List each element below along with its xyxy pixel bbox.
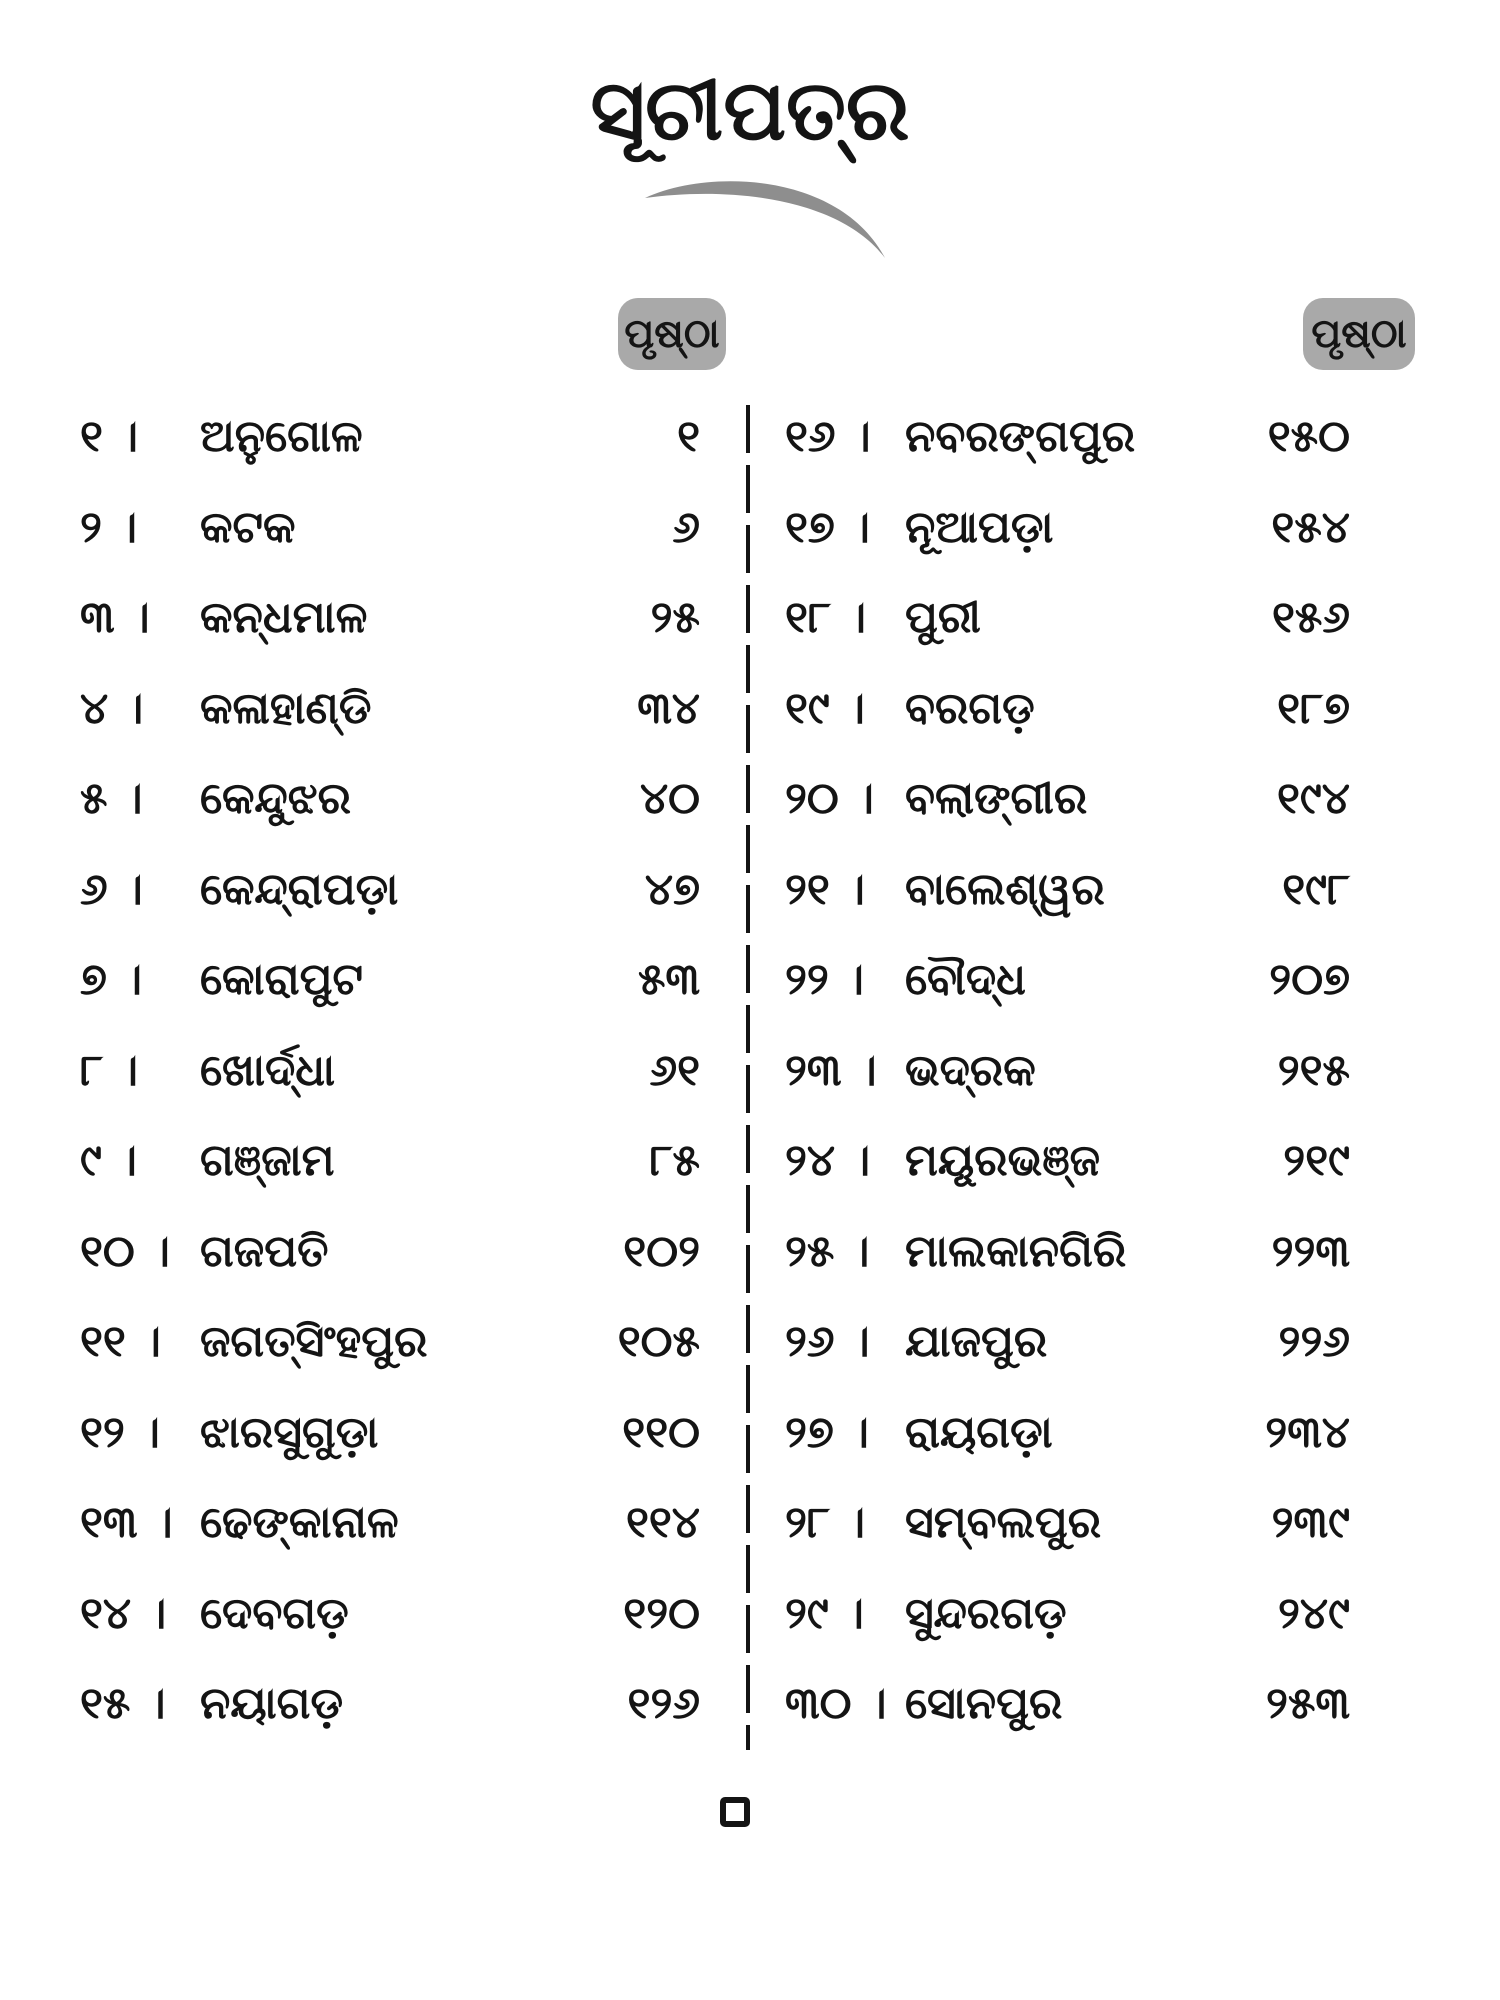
entry-name: ନୂଆପଡ଼ା bbox=[905, 501, 1054, 553]
entry-name: କୋରାପୁଟ bbox=[200, 954, 363, 1005]
entry-number: ୧୮ । bbox=[785, 592, 867, 643]
entry-page: ୧୧୪ bbox=[625, 1497, 700, 1548]
entry-name: ବରଗଡ଼ bbox=[905, 682, 1035, 734]
entry-number: ୨୪ । bbox=[785, 1135, 871, 1186]
entry-number: ୧୦ । bbox=[80, 1225, 170, 1277]
page-title: ସୂଚୀପତ୍ର bbox=[590, 61, 910, 159]
entry-number: ୯ । bbox=[80, 1135, 137, 1186]
entry-name: ରାୟଗଡ଼ା bbox=[905, 1406, 1053, 1458]
entry-number: ୧୬ । bbox=[785, 411, 871, 462]
entry-page: ୧୮୭ bbox=[1277, 682, 1350, 734]
end-of-section-mark bbox=[720, 1797, 750, 1827]
toc-entry[interactable] bbox=[0, 1207, 745, 1298]
toc-entry[interactable] bbox=[0, 845, 745, 936]
entry-page: ୧୦୫ bbox=[617, 1316, 700, 1367]
entry-name: ନବରଙ୍ଗପୁର bbox=[905, 411, 1136, 462]
entry-page: ୧୨୬ bbox=[627, 1678, 700, 1729]
entry-page: ୮୫ bbox=[649, 1135, 700, 1186]
toc-entry[interactable] bbox=[0, 1026, 745, 1117]
entry-name: ଖୋର୍ଦ୍ଧା bbox=[200, 1044, 336, 1096]
toc-entry[interactable] bbox=[745, 1569, 1500, 1660]
entry-page: ୨୦୭ bbox=[1269, 954, 1350, 1005]
toc-right-column bbox=[745, 392, 1500, 1750]
entry-number: ୨୦ । bbox=[785, 773, 874, 824]
toc-entry[interactable] bbox=[745, 573, 1500, 664]
entry-name: ବଲାଙ୍ଗୀର bbox=[905, 773, 1088, 824]
toc-entry[interactable] bbox=[0, 392, 745, 483]
entry-name: ଝାରସୁଗୁଡ଼ା bbox=[200, 1406, 379, 1458]
entry-page: ୫୩ bbox=[637, 954, 700, 1005]
entry-number: ୩୦ । bbox=[785, 1678, 887, 1729]
entry-number: ୧୨ । bbox=[80, 1406, 160, 1458]
entry-number: ୨୯ । bbox=[785, 1587, 864, 1639]
entry-name: ଢେଙ୍କାନାଳ bbox=[200, 1497, 399, 1548]
toc-entry[interactable] bbox=[745, 1116, 1500, 1207]
page-column-header-right: ପୃଷ୍ଠା bbox=[1303, 298, 1415, 370]
entry-page: ୨୨୬ bbox=[1278, 1316, 1350, 1367]
entry-name: କଟକ bbox=[200, 501, 296, 553]
entry-name: ବୌଦ୍ଧ bbox=[905, 954, 1026, 1005]
entry-name: ସୋନପୁର bbox=[905, 1678, 1063, 1729]
entry-name: କେନ୍ଦୁଝର bbox=[200, 773, 351, 824]
entry-number: ୨୩ । bbox=[785, 1044, 877, 1096]
toc-entry[interactable] bbox=[0, 935, 745, 1026]
entry-page: ୧୧୦ bbox=[622, 1406, 700, 1458]
entry-number: ୨୧ । bbox=[785, 863, 865, 915]
entry-page: ୨୧୫ bbox=[1277, 1044, 1350, 1096]
entry-number: ୨୮ । bbox=[785, 1497, 865, 1548]
toc-entry[interactable] bbox=[745, 754, 1500, 845]
entry-page: ୪୦ bbox=[639, 773, 700, 824]
entry-number: ୨୬ । bbox=[785, 1316, 870, 1367]
entry-name: ମୟୂରଭଞ୍ଜ bbox=[905, 1135, 1101, 1186]
entry-number: ୨୫ । bbox=[785, 1225, 870, 1277]
toc-entry[interactable] bbox=[0, 483, 745, 574]
entry-number: ୨୨ । bbox=[785, 954, 864, 1005]
entry-name: କନ୍ଧମାଳ bbox=[200, 592, 368, 643]
toc-entry[interactable] bbox=[745, 392, 1500, 483]
entry-name: ସୁନ୍ଦରଗଡ଼ bbox=[905, 1587, 1067, 1639]
entry-page: ୨୪୯ bbox=[1278, 1587, 1350, 1639]
entry-page: ୬ bbox=[672, 501, 700, 553]
entry-number: ୫ । bbox=[80, 773, 143, 824]
toc-entry[interactable] bbox=[745, 1659, 1500, 1750]
toc-entry[interactable] bbox=[745, 1207, 1500, 1298]
entry-page: ୨୩୯ bbox=[1271, 1497, 1350, 1548]
toc-entry[interactable] bbox=[745, 664, 1500, 755]
entry-name: ବାଲେଶ୍ୱର bbox=[905, 863, 1105, 915]
entry-page: ୧୯୪ bbox=[1277, 773, 1350, 824]
entry-page: ୨୩୪ bbox=[1265, 1406, 1350, 1458]
toc-entry[interactable] bbox=[745, 483, 1500, 574]
entry-page: ୧୦୨ bbox=[623, 1225, 700, 1277]
toc-entry[interactable] bbox=[0, 754, 745, 845]
entry-name: ଯାଜପୁର bbox=[905, 1316, 1048, 1367]
entry-page: ୪୭ bbox=[644, 863, 700, 915]
entry-number: ୧୪ । bbox=[80, 1587, 167, 1639]
toc-entry[interactable] bbox=[0, 664, 745, 755]
entry-number: ୧୧ । bbox=[80, 1316, 161, 1367]
entry-page: ୧୫୪ bbox=[1271, 501, 1350, 553]
toc-entry[interactable] bbox=[745, 1026, 1500, 1117]
entry-page: ୨୧୯ bbox=[1283, 1135, 1350, 1186]
page-column-header-left: ପୃଷ୍ଠା bbox=[618, 298, 726, 370]
toc-entry[interactable] bbox=[745, 935, 1500, 1026]
entry-name: ନୟାଗଡ଼ bbox=[200, 1678, 344, 1729]
entry-page: ୧୫୦ bbox=[1267, 411, 1350, 462]
entry-page: ୩୪ bbox=[637, 682, 700, 734]
entry-page: ୧୨୦ bbox=[623, 1587, 700, 1639]
entry-number: ୨ । bbox=[80, 501, 138, 553]
toc-entry[interactable] bbox=[745, 1478, 1500, 1569]
toc-entry[interactable] bbox=[0, 573, 745, 664]
entry-name: ଗଞ୍ଜାମ bbox=[200, 1135, 335, 1186]
toc-entry[interactable] bbox=[0, 1297, 745, 1388]
entry-page: ୨୫୩ bbox=[1266, 1678, 1350, 1729]
entry-number: ୧୭ । bbox=[785, 501, 870, 553]
entry-name: ଅନୁଗୋଳ bbox=[200, 411, 363, 462]
entry-number: ୬ । bbox=[80, 863, 143, 915]
entry-number: ୪ । bbox=[80, 682, 144, 734]
entry-number: ୧୩ । bbox=[80, 1497, 173, 1548]
entry-number: ୧ । bbox=[80, 411, 139, 462]
toc-entry[interactable] bbox=[0, 1659, 745, 1750]
entry-name: ସମ୍ବଲପୁର bbox=[905, 1497, 1102, 1548]
entry-page: ୬୧ bbox=[649, 1044, 700, 1096]
entry-page: ୧୫୬ bbox=[1271, 592, 1350, 643]
entry-page: ୧୯୮ bbox=[1282, 863, 1350, 915]
toc-entry[interactable] bbox=[0, 1116, 745, 1207]
toc-left-column bbox=[0, 392, 745, 1750]
entry-name: ଜଗତ୍‌ସିଂହପୁର bbox=[200, 1316, 428, 1367]
title-swoosh bbox=[640, 168, 890, 263]
entry-number: ୭ । bbox=[80, 954, 143, 1005]
toc-entry[interactable] bbox=[745, 1297, 1500, 1388]
entry-page: ୧ bbox=[677, 411, 700, 462]
entry-number: ୧୯ । bbox=[785, 682, 865, 734]
entry-page: ୨୫ bbox=[650, 592, 700, 643]
entry-page: ୨୨୩ bbox=[1271, 1225, 1350, 1277]
entry-name: କଳାହାଣ୍ଡି bbox=[200, 682, 372, 734]
entry-number: ୩ । bbox=[80, 592, 150, 643]
entry-name: ଗଜପତି bbox=[200, 1225, 329, 1277]
entry-number: ୮ । bbox=[80, 1044, 139, 1096]
toc-entry[interactable] bbox=[0, 1569, 745, 1660]
entry-name: ପୁରୀ bbox=[905, 592, 981, 643]
entry-number: ୧୫ । bbox=[80, 1678, 166, 1729]
entry-name: ଦେବଗଡ଼ bbox=[200, 1587, 349, 1639]
toc-entry[interactable] bbox=[0, 1388, 745, 1479]
entry-number: ୨୭ । bbox=[785, 1406, 869, 1458]
entry-name: ଭଦ୍ରକ bbox=[905, 1044, 1036, 1096]
entry-name: ମାଲକାନଗିରି bbox=[905, 1225, 1127, 1277]
entry-name: କେନ୍ଦ୍ରାପଡ଼ା bbox=[200, 863, 399, 915]
toc-entry[interactable] bbox=[745, 1388, 1500, 1479]
toc-entry[interactable] bbox=[0, 1478, 745, 1569]
toc-entry[interactable] bbox=[745, 845, 1500, 936]
